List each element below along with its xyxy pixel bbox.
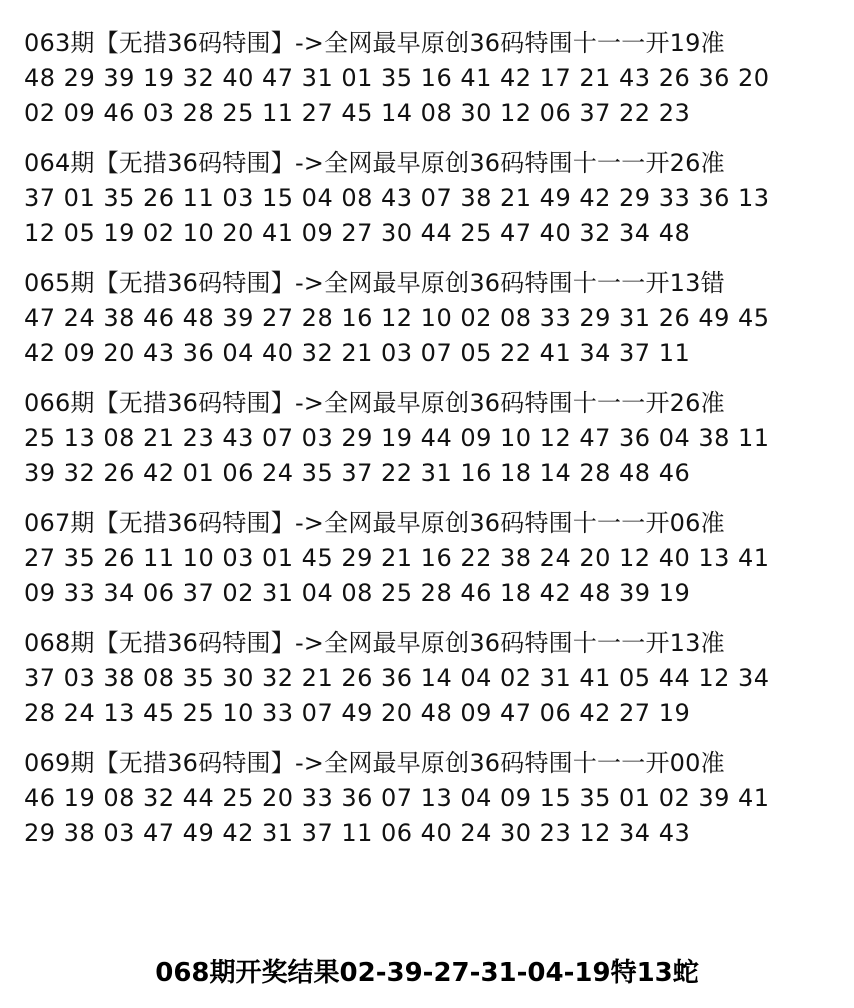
number-row-1: 37 01 35 26 11 03 15 04 08 43 07 38 21 49 42 29 33 36 13 xyxy=(24,184,770,212)
record-header: 066期【无措36码特围】->全网最早原创36码特围十一一开26准 xyxy=(24,389,725,417)
record-064 xyxy=(24,146,834,251)
record-068 xyxy=(24,626,834,731)
number-row-1: 46 19 08 32 44 25 20 33 36 07 13 04 09 15 35 01 02 39 41 xyxy=(24,784,770,812)
number-row-2: 02 09 46 03 28 25 11 27 45 14 08 30 12 06 37 22 23 xyxy=(24,99,691,127)
draw-result-footer: 068期开奖结果02-39-27-31-04-19特13蛇 xyxy=(155,958,699,988)
record-header: 068期【无措36码特围】->全网最早原创36码特围十一一开13准 xyxy=(24,629,725,657)
record-list xyxy=(24,26,834,866)
number-row-2: 29 38 03 47 49 42 31 37 11 06 40 24 30 23 12 34 43 xyxy=(24,819,691,847)
number-row-2: 09 33 34 06 37 02 31 04 08 25 28 46 18 42 48 39 19 xyxy=(24,579,691,607)
record-063 xyxy=(24,26,834,131)
number-row-2: 12 05 19 02 10 20 41 09 27 30 44 25 47 40 32 34 48 xyxy=(24,219,691,247)
record-header: 064期【无措36码特围】->全网最早原创36码特围十一一开26准 xyxy=(24,149,725,177)
record-header: 069期【无措36码特围】->全网最早原创36码特围十一一开00准 xyxy=(24,749,725,777)
number-row-1: 48 29 39 19 32 40 47 31 01 35 16 41 42 17 21 43 26 36 20 xyxy=(24,64,770,92)
number-row-2: 42 09 20 43 36 04 40 32 21 03 07 05 22 41 34 37 11 xyxy=(24,339,691,367)
record-header: 065期【无措36码特围】->全网最早原创36码特围十一一开13错 xyxy=(24,269,725,297)
number-row-1: 37 03 38 08 35 30 32 21 26 36 14 04 02 31 41 05 44 12 34 xyxy=(24,664,770,692)
number-row-1: 47 24 38 46 48 39 27 28 16 12 10 02 08 33 29 31 26 49 45 xyxy=(24,304,770,332)
record-066 xyxy=(24,386,834,491)
number-row-1: 25 13 08 21 23 43 07 03 29 19 44 09 10 12 47 36 04 38 11 xyxy=(24,424,770,452)
record-header: 063期【无措36码特围】->全网最早原创36码特围十一一开19准 xyxy=(24,29,725,57)
record-header: 067期【无措36码特围】->全网最早原创36码特围十一一开06准 xyxy=(24,509,725,537)
number-row-1: 27 35 26 11 10 03 01 45 29 21 16 22 38 24 20 12 40 13 41 xyxy=(24,544,770,572)
record-069 xyxy=(24,746,834,851)
number-row-2: 28 24 13 45 25 10 33 07 49 20 48 09 47 06 42 27 19 xyxy=(24,699,691,727)
record-067 xyxy=(24,506,834,611)
record-065 xyxy=(24,266,834,371)
number-row-2: 39 32 26 42 01 06 24 35 37 22 31 16 18 14 28 48 46 xyxy=(24,459,691,487)
